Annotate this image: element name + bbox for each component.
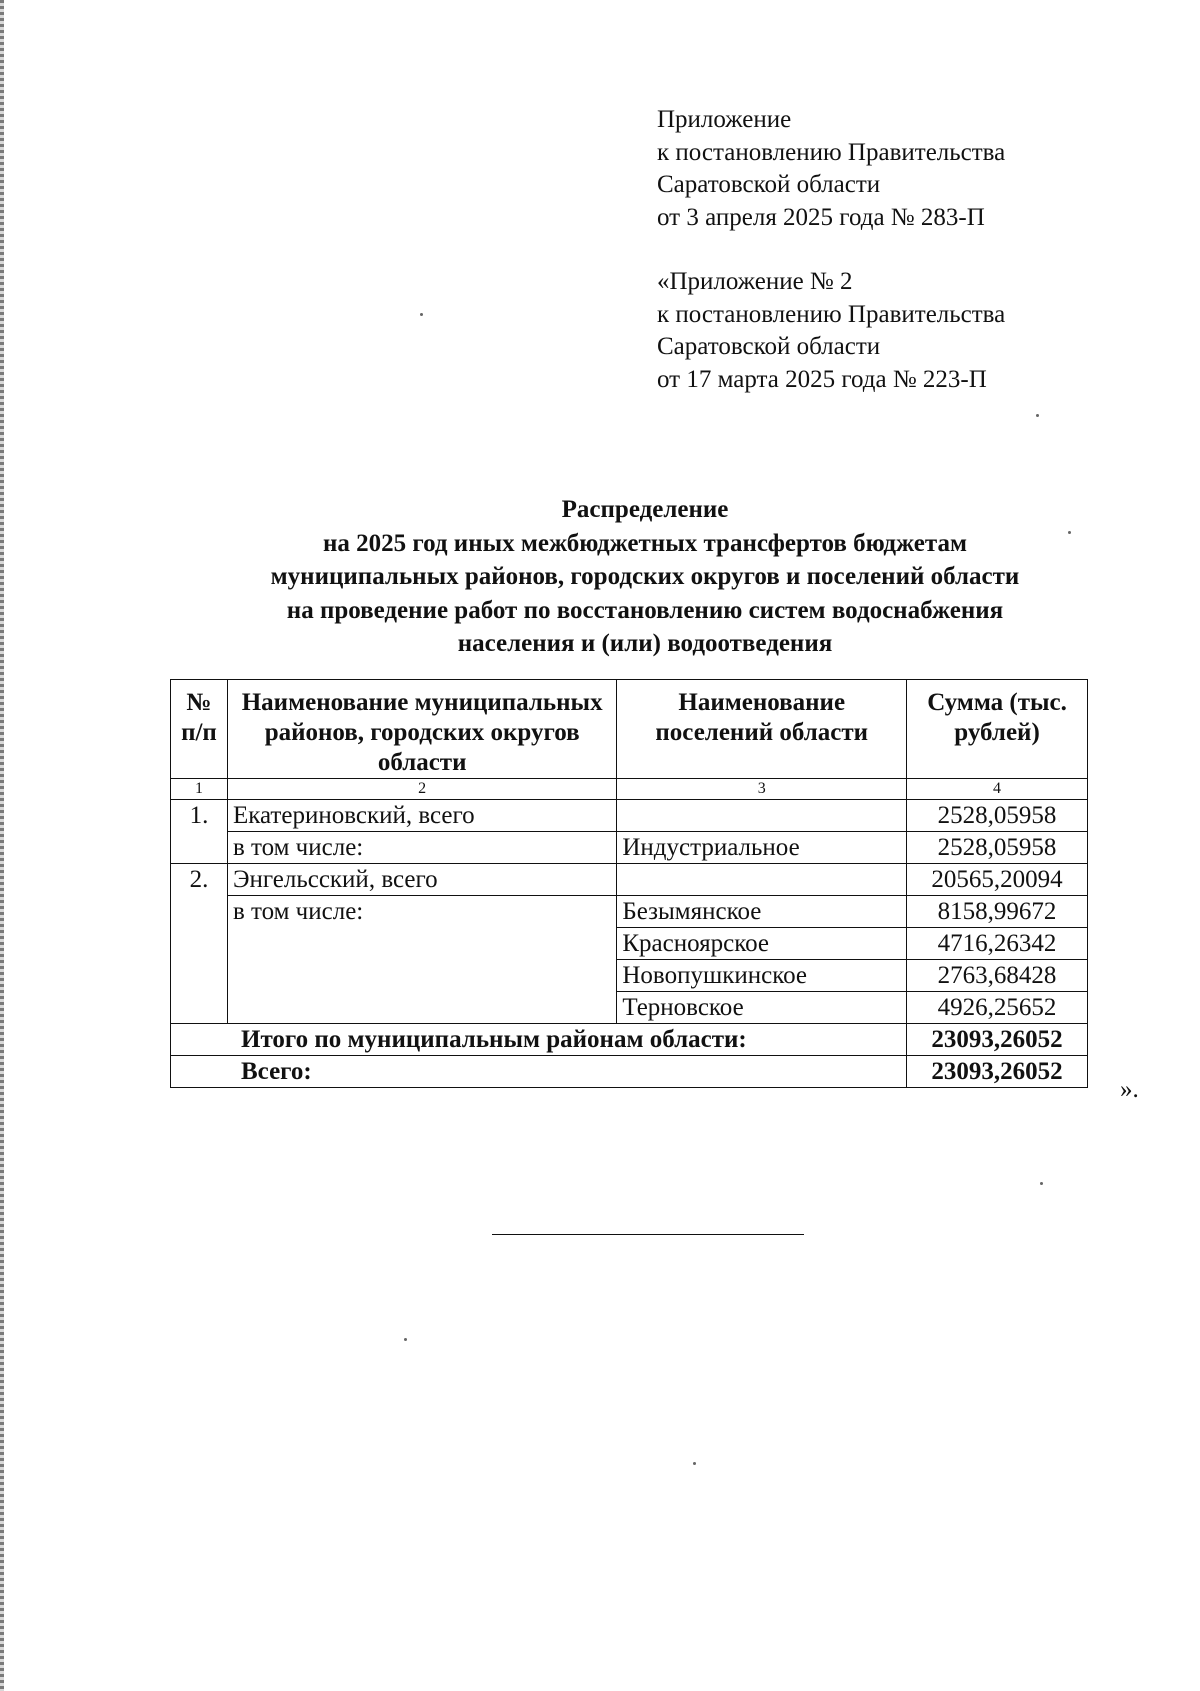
- row-amount: 8158,99672: [907, 896, 1088, 928]
- scan-speck: [1036, 414, 1039, 417]
- row-settlement: Терновское: [617, 992, 907, 1024]
- row-amount: 4716,26342: [907, 928, 1088, 960]
- row-amount: 2763,68428: [907, 960, 1088, 992]
- scan-speck: [420, 313, 423, 316]
- row-num: 2.: [171, 864, 228, 1024]
- table-row: [171, 800, 1088, 832]
- grand-total-label: Всего:: [171, 1056, 907, 1088]
- row-settlement: Новопушкинское: [617, 960, 907, 992]
- row-amount: 2528,05958: [907, 800, 1088, 832]
- row-district: в том числе:: [227, 896, 616, 1024]
- title-line: муниципальных районов, городских округов и поселений области: [270, 563, 1020, 590]
- header-amount: Сумма (тыс. рублей): [907, 680, 1088, 779]
- column-number: 2: [227, 779, 616, 800]
- distribution-table: [170, 679, 1088, 1088]
- scan-speck: [1068, 531, 1071, 534]
- row-amount: 2528,05958: [907, 832, 1088, 864]
- prior-appendix-line: к постановлению Правительства: [657, 300, 1006, 328]
- closing-quote-mark: ».: [1120, 1076, 1139, 1103]
- table-row: [171, 832, 1088, 864]
- row-settlement: Безымянское: [617, 896, 907, 928]
- scan-speck: [1040, 1182, 1043, 1185]
- separator-line: [492, 1234, 804, 1235]
- scan-speck: [693, 1462, 696, 1465]
- appendix-line: к постановлению Правительства: [657, 138, 1006, 166]
- column-number-row: [171, 779, 1088, 800]
- prior-appendix-line: Саратовской области: [657, 333, 881, 360]
- table-row: [171, 864, 1088, 896]
- row-district: в том числе:: [227, 832, 616, 864]
- table-row: [171, 896, 1088, 928]
- total-districts-row: [171, 1024, 1088, 1056]
- row-settlement: Красноярское: [617, 928, 907, 960]
- scan-speck: [404, 1338, 407, 1341]
- table-header-row: [171, 680, 1088, 779]
- total-districts-label: Итого по муниципальным районам области:: [171, 1024, 907, 1056]
- title-line: Распределение: [561, 496, 729, 523]
- row-amount: 20565,20094: [907, 864, 1088, 896]
- row-settlement: [617, 864, 907, 896]
- document-title: [150, 493, 1140, 661]
- row-district: Екатериновский, всего: [227, 800, 616, 832]
- appendix-header: [657, 104, 1137, 396]
- scan-edge: [0, 0, 4, 1691]
- appendix-line: Приложение: [657, 106, 792, 133]
- appendix-line: от 3 апреля 2025 года № 283-П: [657, 203, 985, 231]
- column-number: 4: [907, 779, 1088, 800]
- prior-appendix-line: от 17 марта 2025 года № 223-П: [657, 365, 987, 393]
- header-num: № п/п: [171, 680, 228, 779]
- header-district: Наименование муниципальных районов, городских округов области: [227, 680, 616, 779]
- prior-appendix-line: «Приложение № 2: [657, 268, 853, 295]
- header-settlement: Наименование поселений области: [617, 680, 907, 779]
- row-district: Энгельсский, всего: [227, 864, 616, 896]
- grand-total-amount: 23093,26052: [907, 1056, 1088, 1088]
- total-districts-amount: 23093,26052: [907, 1024, 1088, 1056]
- appendix-line: Саратовской области: [657, 171, 881, 198]
- row-num: 1.: [171, 800, 228, 864]
- column-number: 1: [171, 779, 228, 800]
- column-number: 3: [617, 779, 907, 800]
- title-line: на 2025 год иных межбюджетных трансфертов бюджетам: [322, 529, 968, 557]
- title-line: населения и (или) водоотведения: [457, 630, 833, 657]
- row-settlement: Индустриальное: [617, 832, 907, 864]
- row-settlement: [617, 800, 907, 832]
- grand-total-row: [171, 1056, 1088, 1088]
- row-amount: 4926,25652: [907, 992, 1088, 1024]
- title-line: на проведение работ по восстановлению систем водоснабжения: [286, 596, 1004, 624]
